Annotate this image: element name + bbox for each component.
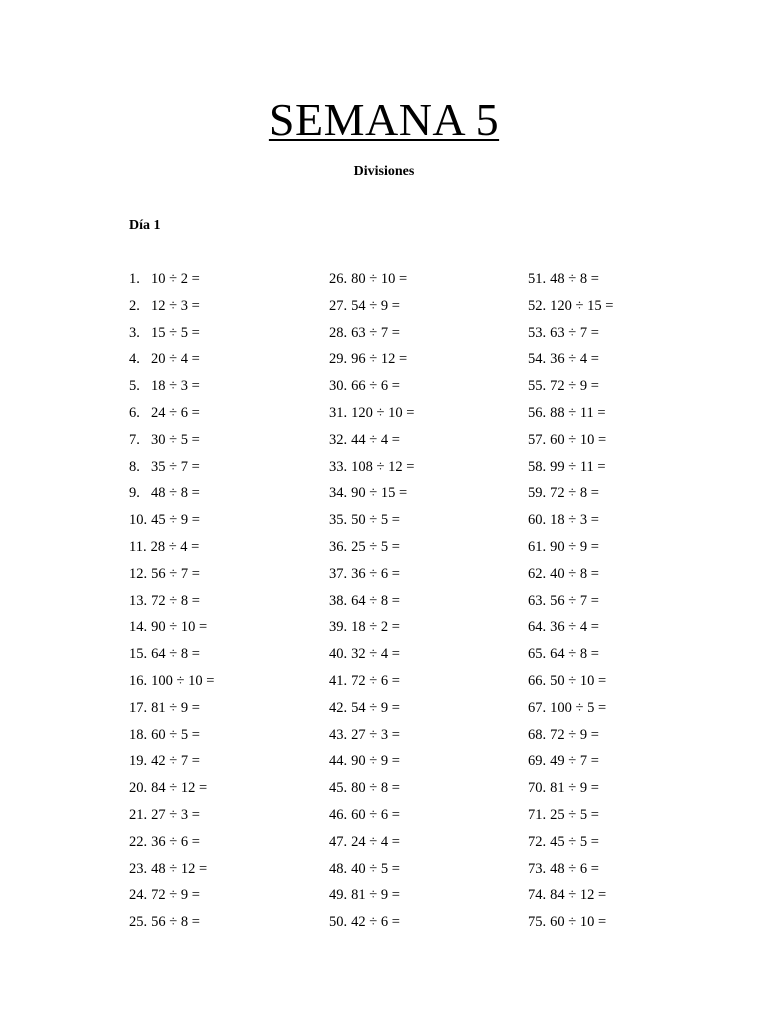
problem-expression: 120 ÷ 10 = xyxy=(351,404,415,421)
problem-number: 35. xyxy=(329,512,348,529)
problem-expression: 44 ÷ 4 = xyxy=(351,431,400,448)
problem-item xyxy=(528,777,728,804)
problem-item xyxy=(129,643,329,670)
problem-number: 5. xyxy=(129,378,140,395)
problem-expression: 60 ÷ 10 = xyxy=(550,914,607,931)
problem-item xyxy=(329,509,529,536)
problem-number: 74. xyxy=(528,887,547,904)
problem-column-3 xyxy=(528,268,728,938)
problem-expression: 30 ÷ 5 = xyxy=(151,431,200,448)
problem-item xyxy=(329,750,529,777)
problem-item xyxy=(329,456,529,483)
problem-number: 23. xyxy=(129,860,148,877)
problem-expression: 24 ÷ 4 = xyxy=(351,833,400,850)
problem-item xyxy=(129,322,329,349)
problem-expression: 72 ÷ 9 = xyxy=(550,726,599,743)
problem-item xyxy=(329,724,529,751)
problem-number: 15. xyxy=(129,646,148,663)
problem-item xyxy=(129,348,329,375)
problem-number: 65. xyxy=(528,646,547,663)
problem-expression: 35 ÷ 7 = xyxy=(151,458,200,475)
problem-expression: 24 ÷ 6 = xyxy=(151,404,200,421)
problem-number: 4. xyxy=(129,351,140,368)
problem-expression: 90 ÷ 15 = xyxy=(351,485,408,502)
problem-number: 67. xyxy=(528,699,547,716)
problem-expression: 54 ÷ 9 = xyxy=(351,699,400,716)
problem-number: 28. xyxy=(329,324,348,341)
problem-expression: 42 ÷ 6 = xyxy=(351,914,400,931)
problem-expression: 18 ÷ 3 = xyxy=(151,378,200,395)
problem-column-1 xyxy=(129,268,329,938)
problem-number: 70. xyxy=(528,780,547,797)
problem-number: 29. xyxy=(329,351,348,368)
problem-item xyxy=(329,348,529,375)
problem-expression: 36 ÷ 6 = xyxy=(151,833,200,850)
problem-item xyxy=(528,697,728,724)
problem-number: 13. xyxy=(129,592,148,609)
problem-item xyxy=(329,482,529,509)
problem-number: 64. xyxy=(528,619,547,636)
problem-item xyxy=(528,724,728,751)
problem-expression: 80 ÷ 8 = xyxy=(351,780,400,797)
problem-number: 69. xyxy=(528,753,547,770)
problem-number: 11. xyxy=(129,538,147,555)
problem-number: 59. xyxy=(528,485,547,502)
problem-number: 24. xyxy=(129,887,148,904)
problem-expression: 56 ÷ 7 = xyxy=(550,592,599,609)
problem-expression: 48 ÷ 8 = xyxy=(550,271,599,287)
problem-expression: 36 ÷ 6 = xyxy=(351,565,400,582)
problem-number: 45. xyxy=(329,780,348,797)
problem-item xyxy=(129,777,329,804)
problem-number: 47. xyxy=(329,833,348,850)
problem-expression: 64 ÷ 8 = xyxy=(151,646,200,663)
problem-item xyxy=(329,295,529,322)
problem-item xyxy=(528,804,728,831)
problem-number: 61. xyxy=(528,538,547,555)
problem-expression: 10 ÷ 2 = xyxy=(151,271,200,287)
problem-number: 6. xyxy=(129,404,140,421)
problem-expression: 50 ÷ 10 = xyxy=(550,672,607,689)
problem-column-2 xyxy=(329,268,529,938)
problem-number: 17. xyxy=(129,699,148,716)
problem-item xyxy=(129,375,329,402)
problem-item xyxy=(329,590,529,617)
problem-number: 73. xyxy=(528,860,547,877)
problem-item xyxy=(329,858,529,885)
problem-expression: 81 ÷ 9 = xyxy=(550,780,599,797)
problem-number: 71. xyxy=(528,806,547,823)
problem-expression: 81 ÷ 9 = xyxy=(151,699,200,716)
problem-expression: 36 ÷ 4 = xyxy=(550,619,599,636)
problem-item xyxy=(528,616,728,643)
problem-expression: 60 ÷ 5 = xyxy=(151,726,200,743)
problem-expression: 60 ÷ 6 = xyxy=(351,806,400,823)
problem-item xyxy=(129,429,329,456)
problem-number: 20. xyxy=(129,780,148,797)
problem-number: 57. xyxy=(528,431,547,448)
problem-item xyxy=(528,670,728,697)
problem-item xyxy=(129,697,329,724)
problem-expression: 80 ÷ 10 = xyxy=(351,271,408,287)
problem-item xyxy=(129,884,329,911)
problem-expression: 40 ÷ 5 = xyxy=(351,860,400,877)
problem-item xyxy=(528,831,728,858)
problem-number: 37. xyxy=(329,565,348,582)
problem-item xyxy=(329,322,529,349)
problem-item xyxy=(528,884,728,911)
problem-item xyxy=(129,804,329,831)
problem-item xyxy=(528,858,728,885)
problem-expression: 100 ÷ 5 = xyxy=(550,699,607,716)
problem-number: 10. xyxy=(129,512,148,529)
problem-item xyxy=(329,375,529,402)
problem-item xyxy=(129,402,329,429)
problem-expression: 49 ÷ 7 = xyxy=(550,753,599,770)
problem-item xyxy=(129,563,329,590)
problem-expression: 18 ÷ 3 = xyxy=(550,512,599,529)
problem-number: 60. xyxy=(528,512,547,529)
problem-item xyxy=(528,375,728,402)
problem-number: 26. xyxy=(329,271,348,287)
problem-item xyxy=(329,429,529,456)
problem-expression: 15 ÷ 5 = xyxy=(151,324,200,341)
problem-expression: 25 ÷ 5 = xyxy=(550,806,599,823)
problem-number: 58. xyxy=(528,458,547,475)
page-title: SEMANA 5 xyxy=(268,94,500,145)
problem-expression: 56 ÷ 8 = xyxy=(151,914,200,931)
problem-expression: 90 ÷ 9 = xyxy=(550,538,599,555)
problem-number: 21. xyxy=(129,806,148,823)
problem-expression: 66 ÷ 6 = xyxy=(351,378,400,395)
problem-item xyxy=(528,482,728,509)
problem-number: 14. xyxy=(129,619,148,636)
problem-expression: 54 ÷ 9 = xyxy=(351,297,400,314)
problem-number: 3. xyxy=(129,324,140,341)
problem-item xyxy=(129,295,329,322)
problem-item xyxy=(329,697,529,724)
problem-item xyxy=(528,429,728,456)
problem-expression: 27 ÷ 3 = xyxy=(151,806,200,823)
problem-expression: 72 ÷ 8 = xyxy=(151,592,200,609)
problem-expression: 18 ÷ 2 = xyxy=(351,619,400,636)
problem-item xyxy=(129,268,329,295)
problem-item xyxy=(129,616,329,643)
problem-item xyxy=(329,911,529,938)
problem-expression: 50 ÷ 5 = xyxy=(351,512,400,529)
problem-number: 40. xyxy=(329,646,348,663)
problem-item xyxy=(329,831,529,858)
problem-item xyxy=(329,804,529,831)
problem-number: 62. xyxy=(528,565,547,582)
problem-number: 54. xyxy=(528,351,547,368)
problem-number: 7. xyxy=(129,431,140,448)
problem-expression: 63 ÷ 7 = xyxy=(550,324,599,341)
problem-expression: 90 ÷ 9 = xyxy=(351,753,400,770)
problem-item xyxy=(528,911,728,938)
problem-item xyxy=(528,456,728,483)
problem-expression: 96 ÷ 12 = xyxy=(351,351,408,368)
problem-item xyxy=(528,509,728,536)
problem-item xyxy=(329,884,529,911)
problem-number: 75. xyxy=(528,914,547,931)
problem-item xyxy=(528,750,728,777)
problem-expression: 64 ÷ 8 = xyxy=(550,646,599,663)
problem-expression: 81 ÷ 9 = xyxy=(351,887,400,904)
problem-number: 52. xyxy=(528,297,547,314)
problem-expression: 48 ÷ 6 = xyxy=(550,860,599,877)
problem-item xyxy=(528,268,728,295)
problem-item xyxy=(129,858,329,885)
problem-expression: 100 ÷ 10 = xyxy=(151,672,215,689)
problem-expression: 72 ÷ 9 = xyxy=(550,378,599,395)
problem-number: 34. xyxy=(329,485,348,502)
problem-expression: 42 ÷ 7 = xyxy=(151,753,200,770)
problem-item xyxy=(528,563,728,590)
problem-expression: 40 ÷ 8 = xyxy=(550,565,599,582)
problem-number: 56. xyxy=(528,404,547,421)
problem-expression: 45 ÷ 9 = xyxy=(151,512,200,529)
problem-number: 39. xyxy=(329,619,348,636)
problem-number: 36. xyxy=(329,538,348,555)
problem-expression: 120 ÷ 15 = xyxy=(550,297,614,314)
problem-number: 38. xyxy=(329,592,348,609)
problem-number: 8. xyxy=(129,458,140,475)
problem-expression: 45 ÷ 5 = xyxy=(550,833,599,850)
problem-number: 32. xyxy=(329,431,348,448)
problem-expression: 72 ÷ 6 = xyxy=(351,672,400,689)
problem-number: 43. xyxy=(329,726,348,743)
problem-expression: 88 ÷ 11 = xyxy=(550,404,606,421)
problem-expression: 32 ÷ 4 = xyxy=(351,646,400,663)
problem-number: 48. xyxy=(329,860,348,877)
problem-number: 12. xyxy=(129,565,148,582)
problem-item xyxy=(129,590,329,617)
problem-item xyxy=(329,616,529,643)
problem-number: 18. xyxy=(129,726,148,743)
problem-expression: 20 ÷ 4 = xyxy=(151,351,200,368)
problem-expression: 72 ÷ 8 = xyxy=(550,485,599,502)
problem-number: 55. xyxy=(528,378,547,395)
problem-item xyxy=(129,750,329,777)
problem-item xyxy=(329,777,529,804)
problem-item xyxy=(329,563,529,590)
problem-item xyxy=(129,509,329,536)
problem-expression: 108 ÷ 12 = xyxy=(351,458,415,475)
problem-expression: 64 ÷ 8 = xyxy=(351,592,400,609)
problem-expression: 48 ÷ 12 = xyxy=(151,860,208,877)
problem-number: 27. xyxy=(329,297,348,314)
problem-expression: 72 ÷ 9 = xyxy=(151,887,200,904)
problem-number: 50. xyxy=(329,914,348,931)
problem-number: 31. xyxy=(329,404,348,421)
problem-item xyxy=(528,402,728,429)
problem-number: 51. xyxy=(528,271,547,287)
problem-expression: 84 ÷ 12 = xyxy=(151,780,208,797)
problem-item xyxy=(329,670,529,697)
problem-item xyxy=(528,536,728,563)
problem-number: 33. xyxy=(329,458,348,475)
problem-expression: 99 ÷ 11 = xyxy=(550,458,606,475)
page-subtitle: Divisiones xyxy=(353,164,415,179)
problem-number: 22. xyxy=(129,833,148,850)
problem-expression: 25 ÷ 5 = xyxy=(351,538,400,555)
problem-number: 2. xyxy=(129,297,140,314)
problem-item xyxy=(129,911,329,938)
problem-number: 68. xyxy=(528,726,547,743)
problem-number: 46. xyxy=(329,806,348,823)
problem-item xyxy=(329,268,529,295)
problem-number: 72. xyxy=(528,833,547,850)
problem-number: 42. xyxy=(329,699,348,716)
problem-item xyxy=(129,724,329,751)
problem-item xyxy=(528,295,728,322)
problem-item xyxy=(129,456,329,483)
problem-item xyxy=(129,536,329,563)
problem-item xyxy=(528,590,728,617)
problem-item xyxy=(329,536,529,563)
problem-expression: 84 ÷ 12 = xyxy=(550,887,607,904)
problem-expression: 36 ÷ 4 = xyxy=(550,351,599,368)
problem-expression: 27 ÷ 3 = xyxy=(351,726,400,743)
problem-expression: 63 ÷ 7 = xyxy=(351,324,400,341)
problem-expression: 28 ÷ 4 = xyxy=(150,538,200,555)
problem-item xyxy=(129,482,329,509)
problem-expression: 90 ÷ 10 = xyxy=(151,619,208,636)
problem-item xyxy=(129,670,329,697)
problem-item xyxy=(528,348,728,375)
problem-expression: 12 ÷ 3 = xyxy=(151,297,200,314)
problem-item xyxy=(528,322,728,349)
problem-number: 30. xyxy=(329,378,348,395)
problem-number: 44. xyxy=(329,753,348,770)
problem-item xyxy=(329,643,529,670)
problem-number: 49. xyxy=(329,887,348,904)
problem-item xyxy=(329,402,529,429)
problem-expression: 48 ÷ 8 = xyxy=(151,485,200,502)
day-heading: Día 1 xyxy=(129,218,161,233)
problem-item xyxy=(528,643,728,670)
problem-item xyxy=(129,831,329,858)
problem-expression: 60 ÷ 10 = xyxy=(550,431,607,448)
problem-number: 19. xyxy=(129,753,148,770)
problem-number: 53. xyxy=(528,324,547,341)
problem-number: 63. xyxy=(528,592,547,609)
problem-number: 1. xyxy=(129,271,140,287)
problem-number: 41. xyxy=(329,672,348,689)
problem-expression: 56 ÷ 7 = xyxy=(151,565,200,582)
problem-number: 25. xyxy=(129,914,148,931)
problem-number: 9. xyxy=(129,485,140,502)
problem-number: 16. xyxy=(129,672,148,689)
problem-number: 66. xyxy=(528,672,547,689)
